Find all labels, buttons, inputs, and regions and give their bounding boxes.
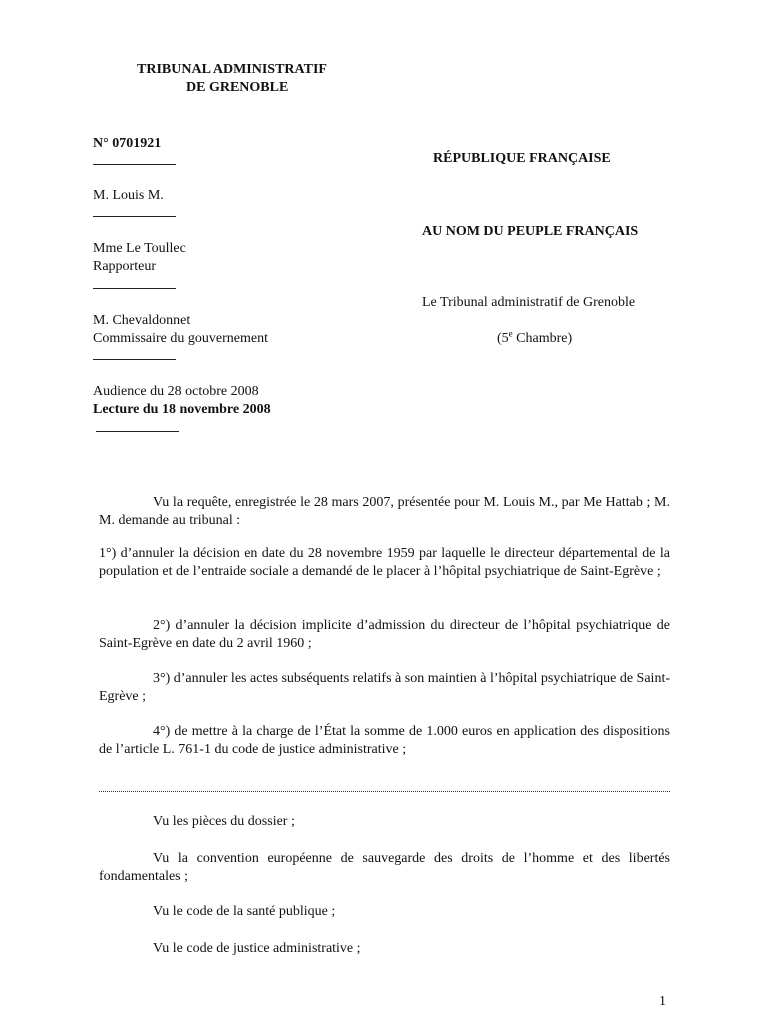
paragraph-claim-2: 2°) d’annuler la décision implicite d’admission du directeur de l’hôpital psychiatrique de Saint-Egrève en date du 2 avril 1960 ; [99, 618, 670, 651]
dotted-separator [99, 781, 670, 792]
court-name-line1: TRIBUNAL ADMINISTRATIF [137, 62, 327, 77]
paragraph-claim-1: 1°) d’annuler la décision en date du 28 novembre 1959 par laquelle le directeur départemental de la population et de l’entraide sociale a demandé de le placer à l’hôpital psychiatrique de Saint-Egrève ; [99, 546, 670, 579]
commissioner-name: M. Chevaldonnet [93, 313, 191, 328]
chamber-label: (5e Chambre) [497, 328, 573, 346]
case-number: N° 0701921 [93, 136, 162, 151]
tribunal-name: Le Tribunal administratif de Grenoble [422, 295, 636, 310]
separator-line [93, 288, 176, 289]
separator-line [93, 164, 176, 165]
paragraph-claim-3: 3°) d’annuler les actes subséquents relatifs à son maintien à l’hôpital psychiatrique de Saint-Egrève ; [99, 671, 670, 704]
reading-date: Lecture du 18 novembre 2008 [93, 402, 271, 417]
paragraph-public-health-code: Vu le code de la santé publique ; [153, 904, 336, 919]
republic-heading: RÉPUBLIQUE FRANÇAISE [433, 151, 611, 166]
paragraph-request: Vu la requête, enregistrée le 28 mars 2007, présentée pour M. Louis M., par Me Hattab ; M. M. demande au tribunal : [99, 495, 670, 528]
court-name-line2: DE GRENOBLE [186, 80, 289, 95]
rapporteur-role: Rapporteur [93, 259, 156, 274]
separator-line [93, 359, 176, 360]
hearing-date: Audience du 28 octobre 2008 [93, 384, 259, 399]
paragraph-claim-4: 4°) de mettre à la charge de l’État la somme de 1.000 euros en application des dispositions de l’article L. 761-1 du code de justice administrative ; [99, 724, 670, 757]
separator-line [96, 431, 179, 432]
party-name: M. Louis M. [93, 188, 164, 203]
separator-line [93, 216, 176, 217]
paragraph-file-documents: Vu les pièces du dossier ; [153, 814, 295, 829]
people-heading: AU NOM DU PEUPLE FRANÇAIS [422, 224, 639, 239]
paragraph-convention: Vu la convention européenne de sauvegarde des droits de l’homme et des libertés fondamentales ; [99, 851, 670, 884]
commissioner-role: Commissaire du gouvernement [93, 331, 268, 346]
page-number: 1 [659, 994, 666, 1009]
rapporteur-name: Mme Le Toullec [93, 241, 186, 256]
paragraph-administrative-code: Vu le code de justice administrative ; [153, 941, 361, 956]
